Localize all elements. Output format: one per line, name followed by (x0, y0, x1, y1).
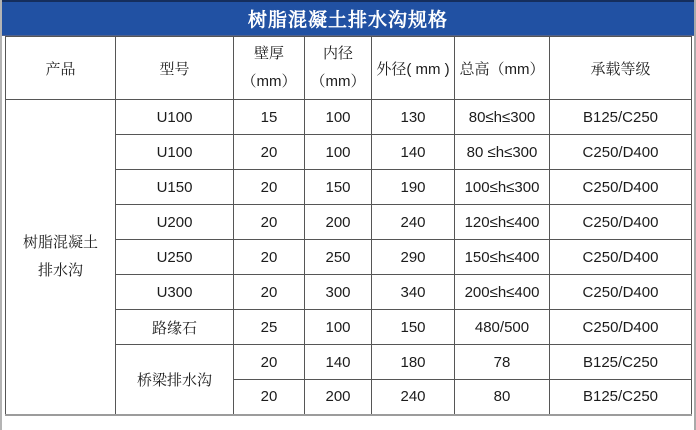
cell-height: 150≤h≤400 (455, 240, 550, 275)
product-group-line2: 排水沟 (37, 261, 83, 279)
cell-outer: 150 (372, 310, 455, 345)
spec-table (5, 36, 692, 416)
cell-load: C250/D400 (550, 240, 692, 275)
header-load-class: 承载等级 (550, 37, 692, 100)
cell-wall: 15 (234, 100, 305, 135)
title-bar (2, 0, 694, 36)
cell-inner: 150 (305, 170, 372, 205)
cell-height: 100≤h≤300 (455, 170, 550, 205)
cell-height: 480/500 (455, 310, 550, 345)
header-outer-diameter: 外径( mm ) (372, 37, 455, 100)
cell-inner: 140 (305, 345, 372, 380)
cell-model: U100 (116, 100, 234, 135)
cell-wall: 20 (234, 240, 305, 275)
cell-wall: 20 (234, 380, 305, 415)
cell-outer: 340 (372, 275, 455, 310)
cell-height: 78 (455, 345, 550, 380)
cell-wall: 25 (234, 310, 305, 345)
cell-inner: 250 (305, 240, 372, 275)
cell-height: 80≤h≤300 (455, 100, 550, 135)
cell-model: U200 (116, 205, 234, 240)
header-wall-thickness (234, 37, 305, 100)
header-inner-line2: （mm） (310, 73, 366, 90)
cell-wall: 20 (234, 170, 305, 205)
header-wall-line1: 壁厚 (253, 45, 284, 63)
cell-product-group (6, 100, 116, 415)
cell-model: U150 (116, 170, 234, 205)
cell-outer: 240 (372, 380, 455, 415)
cell-load: C250/D400 (550, 205, 692, 240)
cell-outer: 190 (372, 170, 455, 205)
header-model: 型号 (116, 37, 234, 100)
cell-outer: 130 (372, 100, 455, 135)
cell-outer: 140 (372, 135, 455, 170)
cell-wall: 20 (234, 205, 305, 240)
cell-inner: 100 (305, 310, 372, 345)
cell-model: U100 (116, 135, 234, 170)
page-title: 树脂混凝土排水沟规格 (247, 10, 448, 31)
cell-height: 120≤h≤400 (455, 205, 550, 240)
header-inner-line1: 内径 (322, 45, 353, 63)
cell-inner: 200 (305, 205, 372, 240)
cell-model-bridge: 桥梁排水沟 (116, 345, 234, 415)
header-inner-diameter (305, 37, 372, 100)
cell-model: U250 (116, 240, 234, 275)
cell-outer: 180 (372, 345, 455, 380)
cell-wall: 20 (234, 345, 305, 380)
table-row (6, 100, 692, 135)
cell-height: 80 (455, 380, 550, 415)
header-product: 产品 (6, 37, 116, 100)
cell-outer: 290 (372, 240, 455, 275)
cell-height: 80 ≤h≤300 (455, 135, 550, 170)
cell-inner: 200 (305, 380, 372, 415)
cell-inner: 300 (305, 275, 372, 310)
cell-load: B125/C250 (550, 100, 692, 135)
cell-model: 路缘石 (116, 310, 234, 345)
cell-height: 200≤h≤400 (455, 275, 550, 310)
cell-load: B125/C250 (550, 380, 692, 415)
cell-wall: 20 (234, 135, 305, 170)
cell-load: C250/D400 (550, 170, 692, 205)
cell-load: C250/D400 (550, 310, 692, 345)
header-wall-line2: （mm） (241, 73, 297, 90)
cell-load: C250/D400 (550, 135, 692, 170)
cell-inner: 100 (305, 135, 372, 170)
cell-inner: 100 (305, 100, 372, 135)
cell-wall: 20 (234, 275, 305, 310)
cell-outer: 240 (372, 205, 455, 240)
header-row (6, 37, 692, 100)
cell-model: U300 (116, 275, 234, 310)
product-group-line1: 树脂混凝土 (22, 234, 98, 251)
cell-load: B125/C250 (550, 345, 692, 380)
cell-load: C250/D400 (550, 275, 692, 310)
header-total-height: 总高（mm） (455, 37, 550, 100)
